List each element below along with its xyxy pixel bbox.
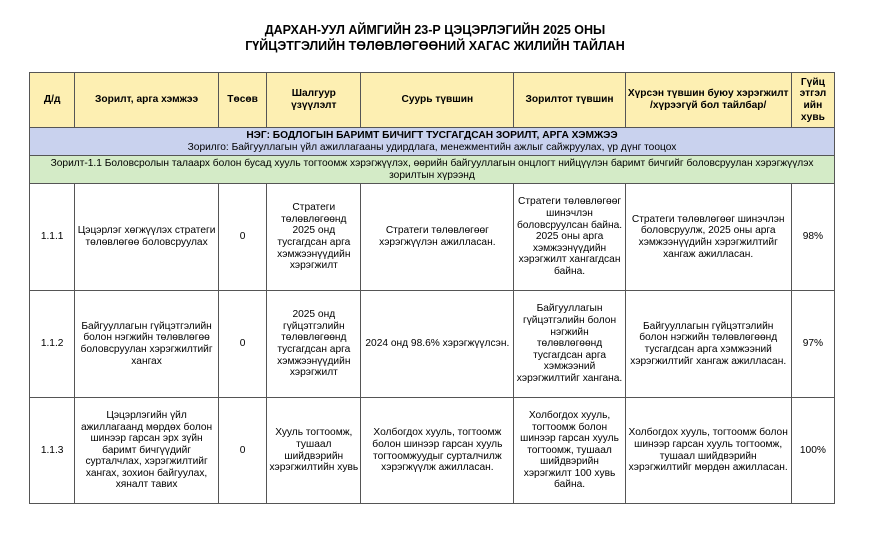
row-action: Байгууллагын гүйцэтгэлийн болон нэгжийн төлөвлөгөө боловсруулан хэрэгжилтийг хангах (75, 291, 219, 398)
header-action: Зорилт, арга хэмжээ (75, 73, 219, 128)
goal-row (30, 128, 835, 156)
goal-cell (30, 128, 835, 156)
row-budget: 0 (218, 184, 267, 291)
header-budget: Төсөв (218, 73, 267, 128)
row-achieved: Байгууллагын гүйцэтгэлийн болон нэгжийн төлөвлөгөөнд тусгагдсан арга хэмжээний хэрэгжилтийг хангаж ажилласан. (625, 291, 791, 398)
header-num: Д/д (30, 73, 75, 128)
header-target: Зорилтот түвшин (514, 73, 625, 128)
row-baseline: Стратеги төлөвлөгөөг хэрэгжүүлэн ажилласан. (361, 184, 514, 291)
row-num: 1.1.3 (30, 398, 75, 504)
table-row (30, 291, 835, 398)
row-action: Цэцэрлэгийн үйл ажиллагаанд мөрдөх болон шинээр гарсан эрх зүйн баримт бичгүүдийг сурталчлах, хэрэгжилтийг хангах, зохион байгуулах, хяналт тавих (75, 398, 219, 504)
row-baseline: Холбогдох хууль, тогтоомж болон шинээр гарсан хууль тогтоомжуудыг сурталчилж хэрэгжүүлж ажилласан. (361, 398, 514, 504)
report-title-line1: ДАРХАН-УУЛ АЙМГИЙН 23-Р ЦЭЦЭРЛЭГИЙН 2025 ОНЫ (264, 23, 606, 37)
row-baseline: 2024 онд 98.6% хэрэгжүүлсэн. (361, 291, 514, 398)
header-row (30, 73, 835, 128)
row-num: 1.1.2 (30, 291, 75, 398)
report-title-line2: ГҮЙЦЭТГЭЛИЙН ТӨЛӨВЛӨГӨӨНИЙ ХАГАС ЖИЛИЙН ТАЙЛАН (245, 39, 625, 53)
table-row (30, 184, 835, 291)
row-achieved: Холбогдох хууль, тогтоомж болон шинээр гарсан хууль тогтоомж, тушаал шийдвэрийн хэрэгжилтийг мөрдөн ажилласан. (625, 398, 791, 504)
row-percent: 98% (791, 184, 834, 291)
goal-subtitle: Зорилго: Байгууллагын үйл ажиллагааны удирдлага, менежментийн ажлыг сайжруулах, үр дүнг тооцох (187, 141, 677, 153)
header-percent: Гүйц этгэл ийн хувь (791, 73, 834, 128)
row-action: Цэцэрлэг хөгжүүлэх стратеги төлөвлөгөө боловсруулах (75, 184, 219, 291)
row-target: Байгууллагын гүйцэтгэлийн болон нэгжийн төлөвлөгөөнд тусгагдсан арга хэмжээний хэрэгжилтийг хангана. (514, 291, 625, 398)
row-indicator: 2025 онд гүйцэтгэлийн төлөвлөгөөнд тусгагдсан арга хэмжээнүүдийн хэрэгжилт (267, 291, 361, 398)
row-percent: 100% (791, 398, 834, 504)
row-budget: 0 (218, 398, 267, 504)
header-indicator: Шалгуур үзүүлэлт (267, 73, 361, 128)
header-baseline: Суурь түвшин (361, 73, 514, 128)
row-num: 1.1.1 (30, 184, 75, 291)
row-indicator: Хууль тогтоомж, тушаал шийдвэрийн хэрэгжилтийн хувь (267, 398, 361, 504)
table-row (30, 398, 835, 504)
report-table (29, 72, 835, 504)
row-percent: 97% (791, 291, 834, 398)
goal-title: НЭГ: БОДЛОГЫН БАРИМТ БИЧИГТ ТУСГАГДСАН ЗОРИЛТ, АРГА ХЭМЖЭЭ (246, 129, 618, 141)
objective-row (30, 156, 835, 184)
row-target: Холбогдох хууль, тогтоомж болон шинээр гарсан хууль тогтоомж, тушаал шийдвэрийн хэрэгжилт 100 хувь байна. (514, 398, 625, 504)
row-budget: 0 (218, 291, 267, 398)
row-achieved: Стратеги төлөвлөгөөг шинэчлэн боловсруулж, 2025 оны арга хэмжээнүүдийн хэрэгжилтийг хангаж ажилласан. (625, 184, 791, 291)
header-achieved: Хүрсэн түвшин буюу хэрэгжилт /хүрээгүй бол тайлбар/ (625, 73, 791, 128)
row-target: Стратеги төлөвлөгөөг шинэчлэн боловсруулсан байна. 2025 оны арга хэмжээнүүдийн хэрэгжилт хангагдсан байна. (514, 184, 625, 291)
objective-cell: Зорилт-1.1 Боловсролын талаарх болон бусад хууль тогтоомж хэрэгжүүлэх, өөрийн байгууллагын онцлогт нийцүүлэн баримт бичгийг боловсруулан хэрэгжүүлэх зорилтын хүрээнд (30, 156, 835, 184)
row-indicator: Стратеги төлөвлөгөөнд 2025 онд тусгагдсан арга хэмжээнүүдийн хэрэгжилт (267, 184, 361, 291)
